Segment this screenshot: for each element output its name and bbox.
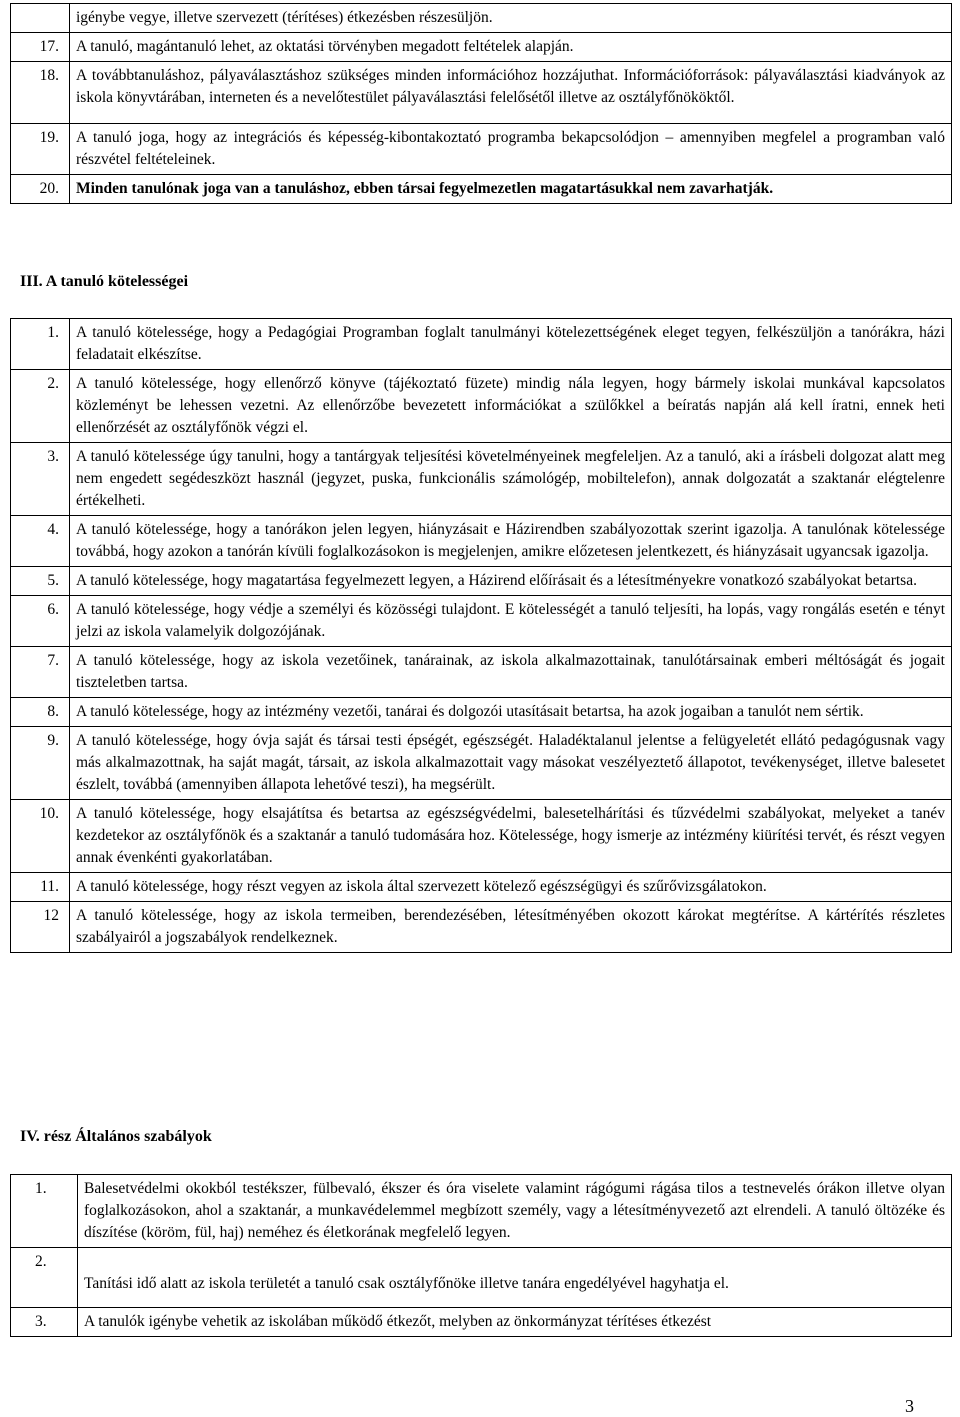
- table-row: [11, 698, 952, 727]
- table-row: [11, 800, 952, 873]
- table-row: [11, 443, 952, 516]
- table-row: [11, 727, 952, 800]
- item-text: A tanuló kötelessége, hogy elsajátítsa és betartsa az egészségvédelmi, balesetelhárítási és tűzvédelmi szabályokat, melyeket a tanév kezdetekor az osztályfőnök és a szaktanár a tanuló tudomására hoz. Kötelessége, hogy ismerje az intézmény kiürítési tervét, és részt vegyen annak évenkénti gyakorlatában.: [70, 800, 952, 873]
- item-text: A tanuló kötelessége, hogy magatartása fegyelmezett legyen, a Házirend előírásait és a létesítményekre vonatkozó szabályokat betartsa.: [70, 567, 952, 596]
- table-row: [11, 596, 952, 647]
- item-text: A tanuló kötelessége, hogy a tanórákon jelen legyen, hiányzásait e Házirendben szabályozottak szerint igazolja. A tanulónak kötelessége továbbá, hogy azokon a tanórán kívüli foglalkozásokon is megjelenjen, amikre előzetesen jelentkezett, és hiányzásait ugyancsak igazolja.: [70, 516, 952, 567]
- table-row: [11, 647, 952, 698]
- item-number: [11, 4, 70, 33]
- item-number: 3.: [11, 1308, 78, 1337]
- table-row: [11, 124, 952, 175]
- table-row: [11, 319, 952, 370]
- item-text: A tanuló kötelessége, hogy az intézmény vezetői, tanárai és dolgozói utasításait betartsa, ha azok jogaiban a tanulót nem sértik.: [70, 698, 952, 727]
- item-number: 1.: [11, 319, 70, 370]
- item-number: 8.: [11, 698, 70, 727]
- table-row: [11, 4, 952, 33]
- item-text: [70, 62, 952, 124]
- item-text: A tanuló kötelessége úgy tanulni, hogy a tantárgyak teljesítési követelményeinek megfeleljen. Az a tanuló, aki a írásbeli dolgozat alatt meg nem engedett segédeszközt használ (jegyzet, puska, funkcionális számológép, mobiltelefon), annak dolgozatát a szaktanár elégtelenre értékelheti.: [70, 443, 952, 516]
- item-text: A tanuló kötelessége, hogy védje a személyi és közösségi tulajdont. E kötelességét a tanuló teljesíti, ha lopás, vagy rongálás esetén e tényt jelzi az iskola valamelyik dolgozójának.: [70, 596, 952, 647]
- item-text: A tanuló joga, hogy az integrációs és képesség-kibontakoztató programba bekapcsolódjon – amennyiben megfelel a programban való részvétel feltételeinek.: [70, 124, 952, 175]
- item-text: Balesetvédelmi okokból testékszer, fülbevaló, ékszer és óra viselete valamint rágógumi rágása tilos a testnevelés órákon illetve olyan foglalkozásokon, ahol a szaktanár, a munkavédelemmel megbízott személy, vagy a létesítményvezető azt elrendeli. A tanuló öltözéke és díszítése (köröm, fül, haj) neméhez és életkorának megfelelő legyen.: [78, 1175, 952, 1248]
- item-text: A tanuló kötelessége, hogy az iskola termeiben, berendezésében, létesítményében okozott károkat megtérítse. A kártérítés részletes szabályairól a jogszabályok rendelkeznek.: [70, 902, 952, 953]
- page-number: 3: [905, 1396, 914, 1416]
- table-row: [11, 1308, 952, 1337]
- duties-table: [10, 318, 952, 953]
- table-row: [11, 1175, 952, 1248]
- item-text: A tanuló kötelessége, hogy ellenőrző könyve (tájékoztató füzete) mindig nála legyen, hogy bármely iskolai munkával kapcsolatos közleményt be lehessen vezetni. Az ellenőrzőbe bevezetett információkat a szülőkkel a beíratás napján alá kell íratni, ennek heti ellenőrzését az osztályfőnök végzi el.: [70, 370, 952, 443]
- table-row: [11, 1248, 952, 1308]
- table-row: [11, 62, 952, 124]
- item-text-content: A továbbtanuláshoz, pályaválasztáshoz szükséges minden információhoz hozzájuthat. Információforrások: pályaválasztási kiadványok az iskola könyvtárában, interneten és a nevelőtestület pályaválasztási felelősétől illetve az osztályfőnököktől.: [76, 67, 945, 106]
- item-text-content: Tanítási idő alatt az iskola területét a tanuló csak osztályfőnöke illetve tanára engedélyével hagyhatja el.: [84, 1275, 729, 1292]
- table-row: [11, 370, 952, 443]
- item-number: 10.: [11, 800, 70, 873]
- item-text: A tanuló, magántanuló lehet, az oktatási törvényben megadott feltételek alapján.: [70, 33, 952, 62]
- table-row: [11, 902, 952, 953]
- item-text: A tanuló kötelessége, hogy részt vegyen az iskola által szervezett kötelező egészségügyi és szűrővizsgálatokon.: [70, 873, 952, 902]
- item-number: 9.: [11, 727, 70, 800]
- item-text: A tanuló kötelessége, hogy a Pedagógiai Programban foglalt tanulmányi kötelezettségének eleget tegyen, felkészüljön a tanórákra, házi feladatait elkészítse.: [70, 319, 952, 370]
- table-row: [11, 175, 952, 204]
- item-number: 4.: [11, 516, 70, 567]
- item-number: 17.: [11, 33, 70, 62]
- item-text: igénybe vegye, illetve szervezett (térítéses) étkezésben részesüljön.: [70, 4, 952, 33]
- item-number: 6.: [11, 596, 70, 647]
- section-heading: III. A tanuló kötelességei: [20, 273, 189, 290]
- item-number: 1.: [11, 1175, 78, 1248]
- item-number: 20.: [11, 175, 70, 204]
- item-text: A tanuló kötelessége, hogy az iskola vezetőinek, tanárainak, az iskola alkalmazottainak, tanulótársainak emberi méltóságát és jogait tiszteletben tartsa.: [70, 647, 952, 698]
- table-row: [11, 873, 952, 902]
- item-number: 2.: [11, 1248, 78, 1308]
- item-number: 12: [11, 902, 70, 953]
- item-text: A tanuló kötelessége, hogy óvja saját és társai testi épségét, egészségét. Haladéktalanul jelentse a felügyeletét ellátó pedagógusnak vagy más alkalmazottnak, ha saját magát, társait, az iskola alkalmazottait vagy másokat veszélyeztető állapotot, tevékenységet, illetve balesetet észlelt, továbbá (amennyiben állapota lehetővé teszi), ha megsérült.: [70, 727, 952, 800]
- general-rules-table: [10, 1174, 952, 1337]
- section-heading: IV. rész Általános szabályok: [20, 1128, 212, 1145]
- item-number: 19.: [11, 124, 70, 175]
- item-number: 18.: [11, 62, 70, 124]
- item-number: 7.: [11, 647, 70, 698]
- item-text: A tanulók igénybe vehetik az iskolában működő étkezőt, melyben az önkormányzat térítéses étkezést: [78, 1308, 952, 1337]
- item-number: 3.: [11, 443, 70, 516]
- rights-table: [10, 3, 952, 204]
- item-text: Minden tanulónak joga van a tanuláshoz, ebben társai fegyelmezetlen magatartásukkal nem zavarhatják.: [70, 175, 952, 204]
- item-number: 2.: [11, 370, 70, 443]
- table-row: [11, 567, 952, 596]
- item-number: 11.: [11, 873, 70, 902]
- item-number: 5.: [11, 567, 70, 596]
- table-row: [11, 516, 952, 567]
- table-row: [11, 33, 952, 62]
- item-text: [78, 1248, 952, 1308]
